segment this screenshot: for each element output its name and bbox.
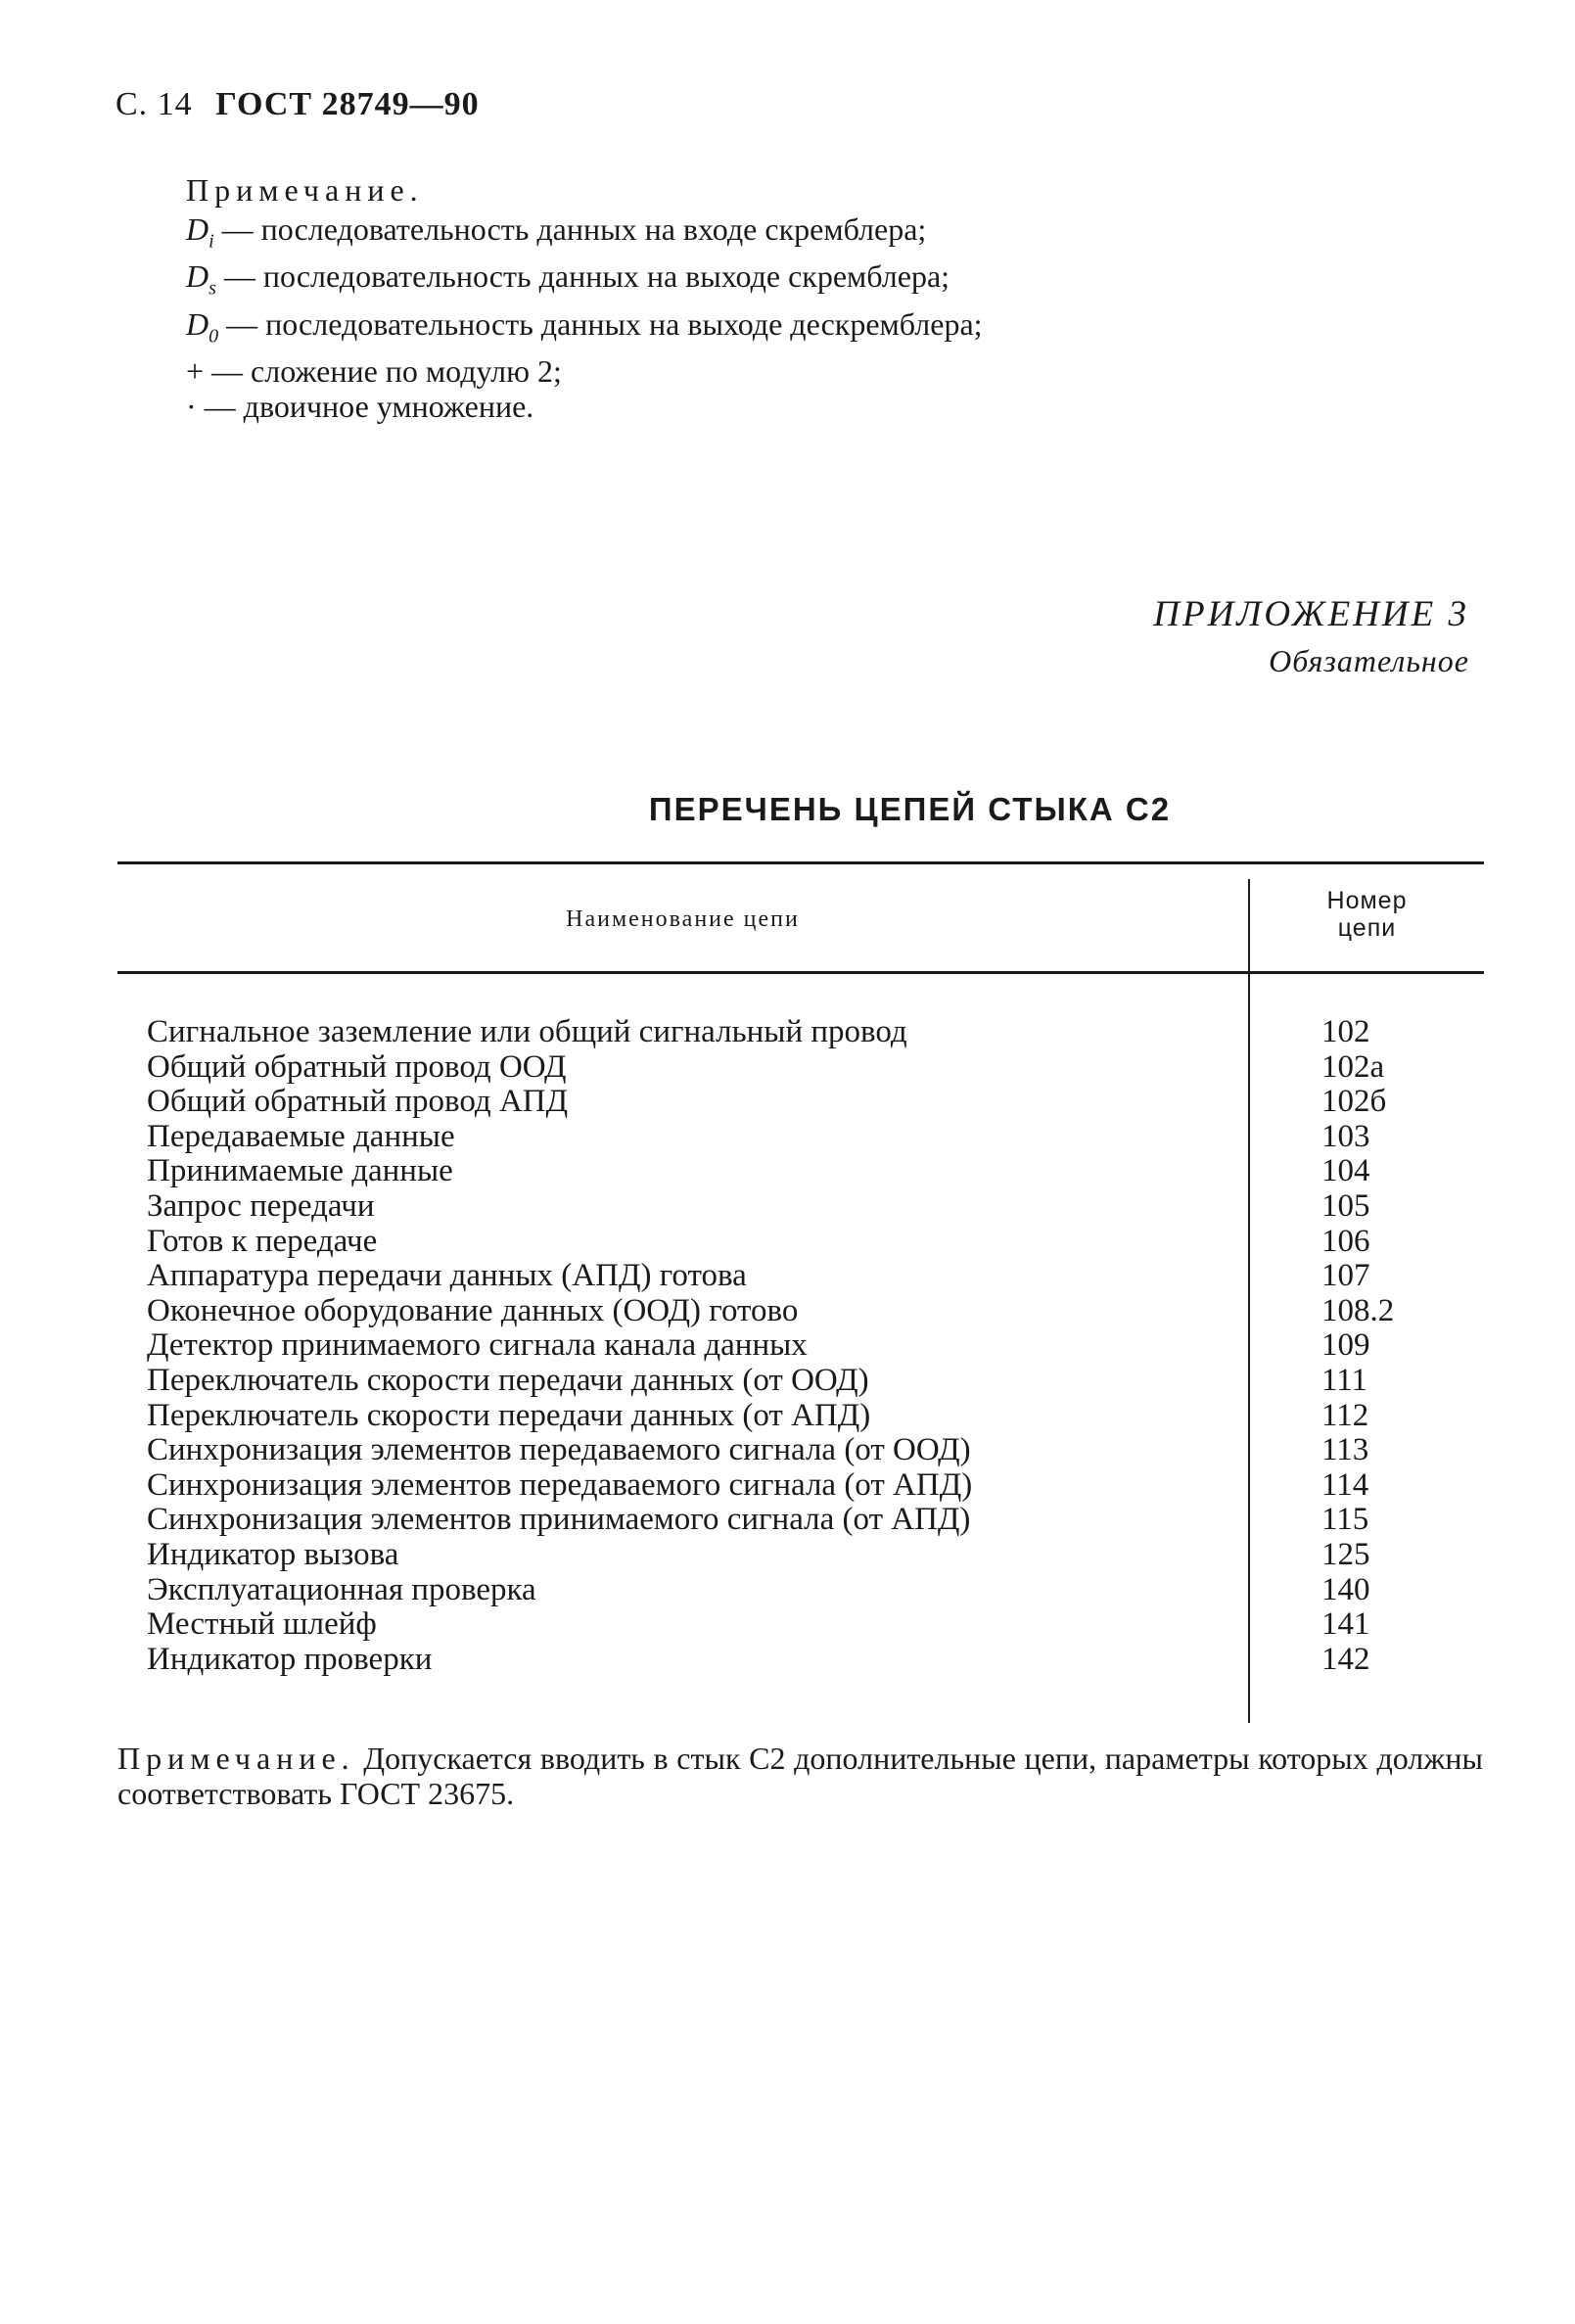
circuit-name: Переключатель скорости передачи данных (от ООД): [147, 1362, 869, 1398]
symbols-note-line: [186, 211, 983, 258]
circuit-number: 113: [1321, 1432, 1369, 1468]
table-row: [117, 1119, 1484, 1154]
table-row: [117, 1014, 1484, 1049]
circuit-name: Общий обратный провод АПД: [147, 1084, 569, 1120]
circuit-name: Готов к передаче: [147, 1223, 378, 1259]
circuit-number: 104: [1321, 1153, 1370, 1189]
circuit-number: 140: [1321, 1571, 1370, 1607]
table-row: [117, 1467, 1484, 1503]
circuit-name: Запрос передачи: [147, 1187, 375, 1224]
table-row: [117, 1537, 1484, 1572]
circuit-number: 108.2: [1321, 1292, 1395, 1328]
symbol-description: — сложение по модулю 2;: [204, 353, 562, 390]
circuit-name: Принимаемые данные: [147, 1153, 453, 1189]
circuit-name: Сигнальное заземление или общий сигнальный провод: [147, 1014, 907, 1049]
table-row: [117, 1363, 1484, 1398]
circuit-name: Переключатель скорости передачи данных (от АПД): [147, 1397, 871, 1433]
symbol: ·: [186, 389, 197, 425]
page-header: [116, 86, 480, 123]
circuit-name: Синхронизация элементов передаваемого сигнала (от ООД): [147, 1432, 971, 1468]
symbol: +: [186, 353, 205, 390]
circuit-name: Оконечное оборудование данных (ООД) готово: [147, 1292, 799, 1328]
symbol-description: — последовательность данных на выходе скремблера;: [215, 258, 950, 295]
circuit-number: 103: [1321, 1118, 1370, 1154]
table-row: [117, 1502, 1484, 1537]
table-row: [117, 1572, 1484, 1607]
circuit-number: 115: [1321, 1502, 1369, 1538]
circuit-name: Эксплуатационная проверка: [147, 1571, 536, 1607]
table-row: [117, 1049, 1484, 1085]
table-row: [117, 1188, 1484, 1224]
symbols-note-title: Примечание.: [186, 172, 424, 208]
circuit-name: Индикатор вызова: [147, 1536, 399, 1572]
circuit-name: Общий обратный провод ООД: [147, 1048, 567, 1085]
symbol-description: — двоичное умножение.: [196, 389, 534, 425]
circuits-table: [117, 861, 1484, 1723]
table-row: [117, 1432, 1484, 1467]
circuit-name: Аппаратура передачи данных (АПД) готова: [147, 1258, 747, 1294]
circuit-name: Местный шлейф: [147, 1606, 377, 1643]
section-title: ПЕРЕЧЕНЬ ЦЕПЕЙ СТЫКА С2: [648, 791, 1172, 827]
symbols-note-line: [186, 353, 983, 389]
page-number: С. 14: [116, 86, 193, 122]
column-header-number-line: Номер: [1326, 887, 1408, 914]
table-row: [117, 1153, 1484, 1188]
circuit-number: 106: [1321, 1223, 1370, 1259]
circuit-name: Передаваемые данные: [147, 1118, 455, 1154]
appendix-label: [1153, 593, 1469, 679]
column-header-number-line: цепи: [1337, 914, 1397, 942]
table-row: [117, 1224, 1484, 1259]
circuit-number: 114: [1321, 1466, 1369, 1503]
symbols-note: [186, 172, 983, 424]
symbol: $D_i$: [186, 211, 214, 253]
table-note-label: Примечание.: [117, 1741, 355, 1776]
symbol-description: — последовательность данных на входе скремблера;: [213, 211, 927, 247]
circuit-name: Индикатор проверки: [147, 1641, 433, 1677]
table-row: [117, 1293, 1484, 1328]
table-row: [117, 1327, 1484, 1363]
column-header-name: Наименование цепи: [566, 906, 800, 932]
table-row: [117, 1606, 1484, 1642]
symbols-note-line: [186, 306, 983, 353]
circuit-name: Детектор принимаемого сигнала канала данных: [147, 1327, 808, 1364]
symbol-description: — последовательность данных на выходе дескремблера;: [218, 305, 983, 342]
circuit-number: 141: [1321, 1606, 1370, 1643]
table-note-text: Допускается вводить в стык С2 дополнительные цепи, параметры которых должны соответствовать ГОСТ 23675.: [117, 1741, 1483, 1811]
table-row: [117, 1258, 1484, 1293]
table-top-rule: [117, 861, 1484, 864]
circuit-name: Синхронизация элементов принимаемого сигнала (от АПД): [147, 1502, 971, 1538]
circuit-name: Синхронизация элементов передаваемого сигнала (от АПД): [147, 1466, 973, 1503]
circuit-number: 142: [1321, 1641, 1370, 1677]
circuit-number: 102: [1321, 1014, 1370, 1049]
circuit-number: 105: [1321, 1187, 1370, 1224]
symbols-note-line: [186, 258, 983, 305]
table-body: [117, 1014, 1484, 1676]
table-header-rule: [117, 971, 1484, 974]
circuit-number: 102б: [1321, 1084, 1387, 1120]
table-row: [117, 1084, 1484, 1119]
circuit-number: 111: [1321, 1362, 1368, 1398]
circuit-number: 112: [1321, 1397, 1369, 1433]
circuit-number: 107: [1321, 1258, 1370, 1294]
circuit-number: 102а: [1321, 1048, 1385, 1085]
table-row: [117, 1642, 1484, 1677]
appendix-status: Обязательное: [1269, 643, 1469, 678]
symbol: $D_0$: [186, 305, 219, 348]
circuit-number: 125: [1321, 1536, 1370, 1572]
circuit-number: 109: [1321, 1327, 1370, 1364]
table-row: [117, 1398, 1484, 1433]
table-note: [117, 1741, 1483, 1811]
standard-number: ГОСТ 28749—90: [215, 86, 480, 122]
symbols-note-line: [186, 389, 983, 424]
column-header-number: [1250, 887, 1484, 942]
appendix-title: ПРИЛОЖЕНИЕ 3: [1153, 594, 1469, 634]
symbol: $D_s$: [186, 258, 216, 300]
